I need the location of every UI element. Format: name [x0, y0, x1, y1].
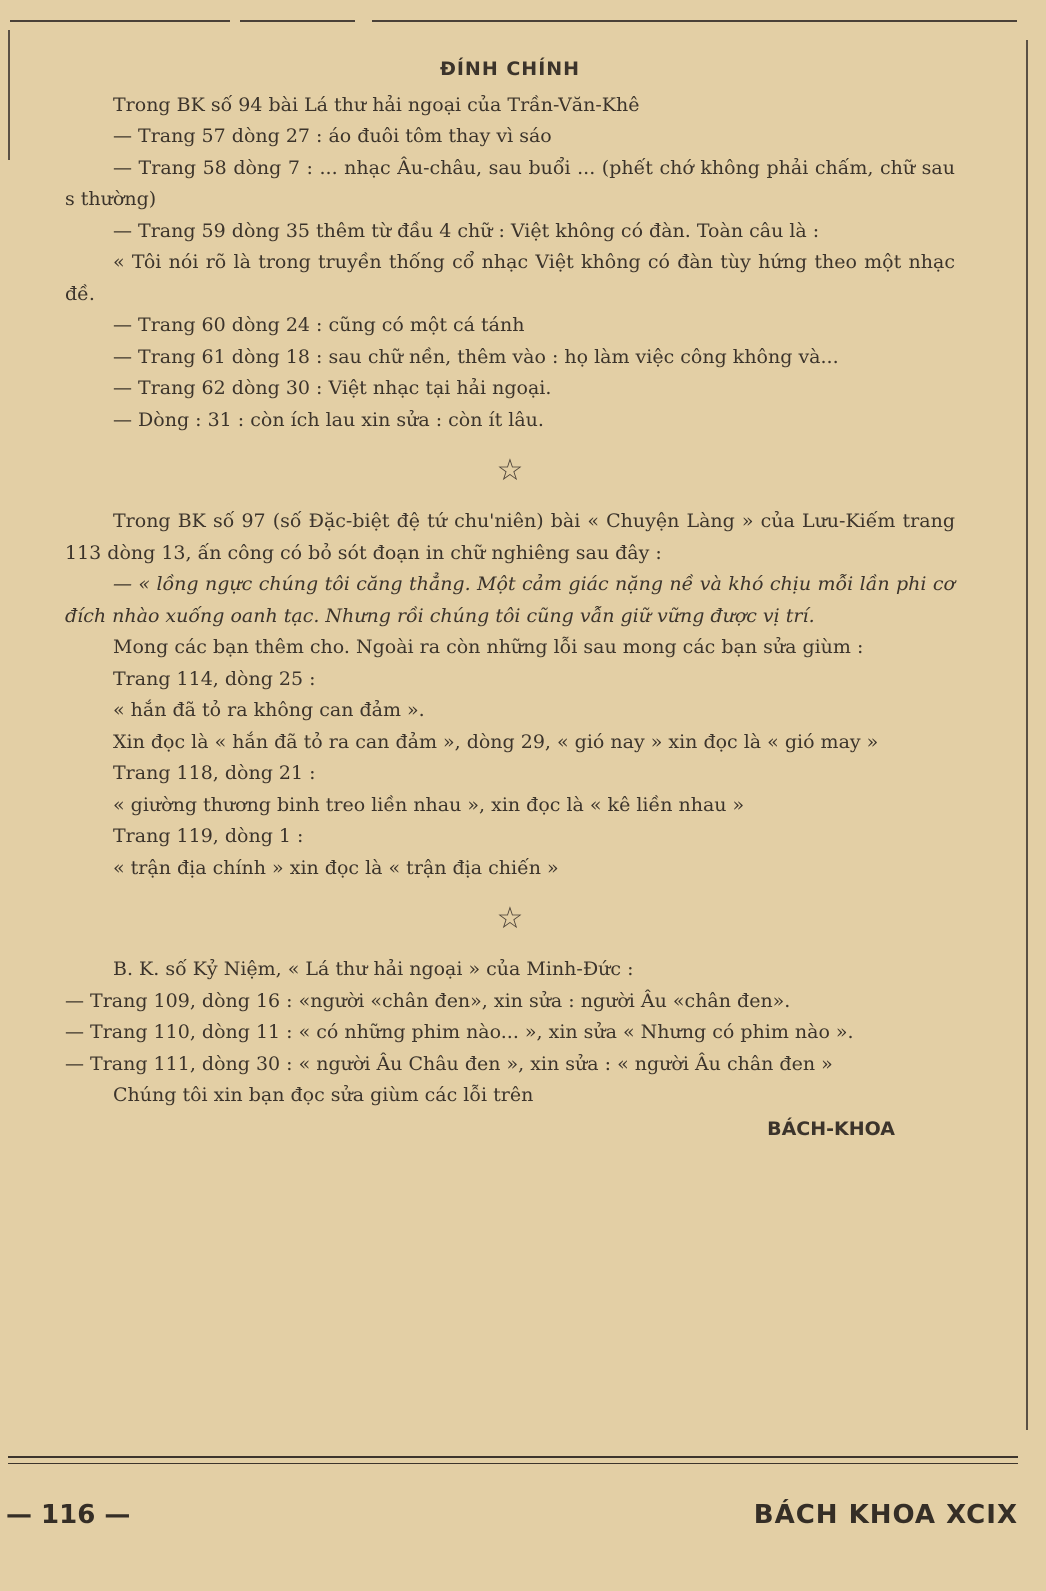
correction-line: — Trang 111, dòng 30 : « người Âu Châu đen », xin sửa : « người Âu chân đen » — [65, 1052, 833, 1075]
correction-line: « giường thương binh treo liền nhau », xin đọc là « kê liền nhau » — [113, 793, 745, 816]
correction-line: Trang 118, dòng 21 : — [113, 762, 316, 784]
bottom-rule — [8, 1456, 1018, 1458]
section3-intro: B. K. số Kỷ Niệm, « Lá thư hải ngoại » của Minh-Đức : — [113, 958, 634, 980]
signature: BÁCH-KHOA — [767, 1117, 895, 1140]
star-icon: ☆ — [496, 901, 524, 936]
star-icon: ☆ — [496, 453, 524, 488]
correction-line: — Trang 59 dòng 35 thêm từ đầu 4 chữ : Việt không có đàn. Toàn câu là : — [113, 219, 820, 242]
correction-line: — Trang 60 dòng 24 : cũng có một cá tánh — [113, 314, 525, 336]
correction-line: — Trang 109, dòng 16 : «người «chân đen», xin sửa : người Âu «chân đen». — [65, 989, 791, 1012]
correction-line: Trang 119, dòng 1 : — [113, 825, 304, 847]
bottom-rule — [8, 1463, 1018, 1464]
quoted-line: « Tôi nói rõ là trong truyền thống cổ nhạc Việt không có đàn tùy hứng theo một nhạc đề. — [65, 251, 955, 305]
correction-line: — Trang 110, dòng 11 : « có những phim nào... », xin sửa « Nhưng có phim nào ». — [65, 1021, 854, 1043]
closing-note: Chúng tôi xin bạn đọc sửa giùm các lỗi trên — [113, 1084, 534, 1106]
correction-line: « trận địa chính » xin đọc là « trận địa chiến » — [113, 856, 559, 879]
page-title: ĐÍNH CHÍNH — [439, 58, 581, 80]
correction-line: — Trang 62 dòng 30 : Việt nhạc tại hải ngoại. — [113, 377, 552, 399]
page-number: — 116 — — [6, 1500, 131, 1530]
correction-line: — Trang 57 dòng 27 : áo đuôi tôm thay vì sáo — [113, 125, 552, 147]
top-rule — [372, 20, 1017, 22]
correction-line: « hắn đã tỏ ra không can đảm ». — [113, 699, 425, 721]
correction-line: Trang 114, dòng 25 : — [113, 667, 316, 690]
correction-line: — Trang 61 dòng 18 : sau chữ nền, thêm vào : họ làm việc công không và... — [113, 345, 839, 368]
correction-line: — Trang 58 dòng 7 : ... nhạc Âu-châu, sau buổi ... (phết chớ không phải chấm, chữ sau s thường) — [65, 156, 955, 210]
margin-line — [1026, 40, 1028, 1430]
margin-line — [8, 30, 10, 160]
section1-intro: Trong BK số 94 bài Lá thư hải ngoại của Trần-Văn-Khê — [113, 93, 640, 116]
top-rule — [10, 20, 230, 22]
correction-line: Xin đọc là « hắn đã tỏ ra can đảm », dòng 29, « gió nay » xin đọc là « gió may » — [113, 730, 879, 753]
top-rule — [240, 20, 355, 22]
section2-intro: Trong BK số 97 (số Đặc-biệt đệ tứ chu'niên) bài « Chuyện Làng » của Lưu-Kiếm trang 113 dòng 13, ấn công có bỏ sót đoạn in chữ nghiêng sau đây : — [65, 510, 955, 564]
journal-issue: BÁCH KHOA XCIX — [753, 1500, 1018, 1530]
article-body — [65, 50, 955, 1145]
section2-request: Mong các bạn thêm cho. Ngoài ra còn những lỗi sau mong các bạn sửa giùm : — [113, 636, 864, 658]
omitted-passage: — « lồng ngực chúng tôi căng thẳng. Một cảm giác nặng nề và khó chịu mỗi lần phi cơ đích nhào xuống oanh tạc. Nhưng rồi chúng tôi cũng vẫn giữ vững được vị trí. — [65, 573, 955, 627]
correction-line: — Dòng : 31 : còn ích lau xin sửa : còn ít lâu. — [113, 408, 544, 431]
